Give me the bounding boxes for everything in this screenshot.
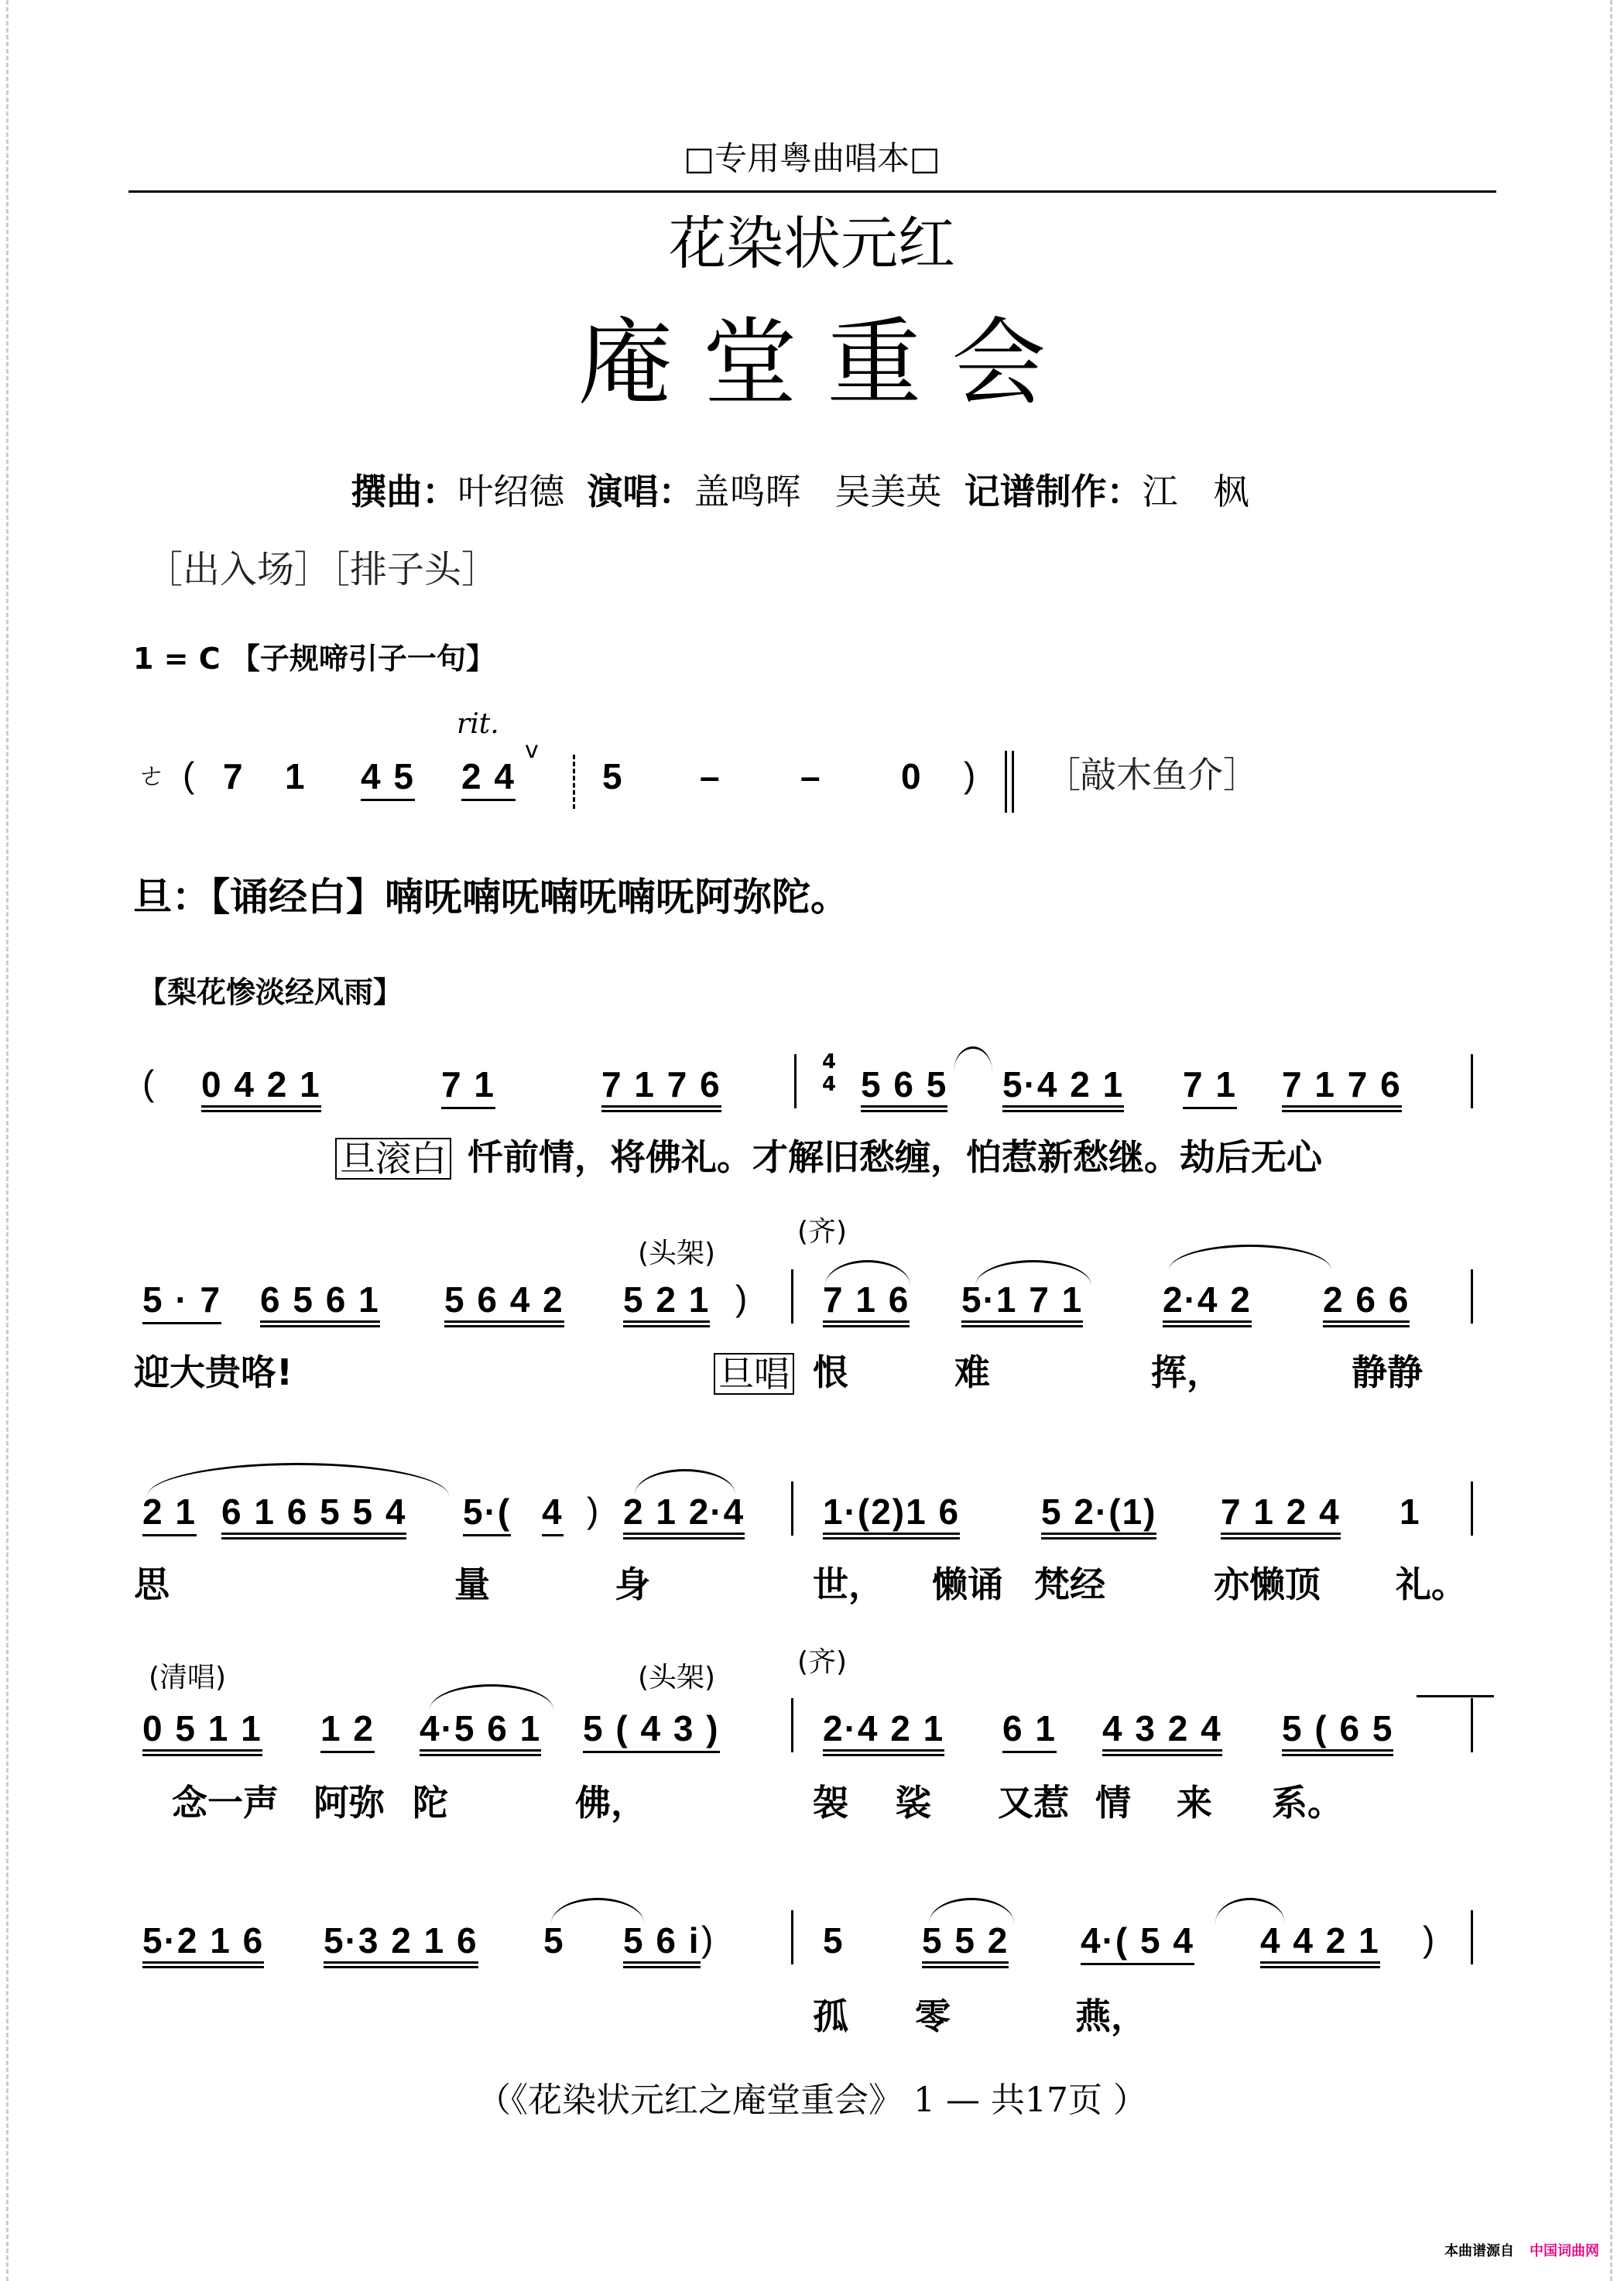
rest: 0 xyxy=(901,756,923,796)
time-top: 4 xyxy=(822,1050,837,1074)
note-group: 5·4 2 1 xyxy=(1002,1067,1124,1112)
note-group: 5 2·(1) xyxy=(1041,1494,1156,1540)
slur xyxy=(825,1260,910,1286)
source-label: 本曲谱源自 xyxy=(1444,2243,1514,2259)
singers-label: 演唱： xyxy=(587,471,694,512)
note-group: 2 4 xyxy=(461,759,516,801)
lyric: 零 xyxy=(915,1995,951,2037)
note-group: 7 1 xyxy=(441,1067,495,1109)
note: 4 xyxy=(542,1494,564,1536)
note-group: 5 6 i xyxy=(623,1923,701,1968)
slur xyxy=(1169,1245,1331,1270)
note-group: 2 1 2·4 xyxy=(623,1494,745,1540)
note-group: 4·( 5 4 xyxy=(1081,1923,1194,1965)
dashed-barline xyxy=(573,755,575,809)
note-group: 5 ( 6 5 xyxy=(1282,1711,1393,1756)
note-group: 0 5 1 1 xyxy=(142,1711,262,1756)
dash: – xyxy=(700,756,721,796)
lyric: 情 xyxy=(1095,1782,1131,1824)
lyric: 燕， xyxy=(1075,1995,1146,2037)
note-group: 0 4 2 1 xyxy=(201,1067,321,1112)
credits xyxy=(328,438,1249,512)
composer: 叶绍德 xyxy=(457,471,565,512)
annotation: (头架) xyxy=(638,1662,716,1694)
annotation: (清唱) xyxy=(149,1662,227,1694)
dash: – xyxy=(800,756,822,796)
barline xyxy=(1471,1481,1473,1536)
note-group: 2 1 xyxy=(142,1494,197,1536)
note-group: 5·2 1 6 xyxy=(142,1923,264,1968)
lyric: 袈 xyxy=(813,1782,848,1824)
lyric: 难 xyxy=(954,1351,990,1393)
slur xyxy=(954,1046,992,1072)
annotation: (头架) xyxy=(638,1238,716,1269)
open-paren: ( xyxy=(183,755,197,795)
lyric: 忏前情，将佛礼。才解旧愁缠，怕惹新愁继。劫后无心 xyxy=(468,1136,1322,1178)
note-group: 6 1 6 5 5 4 xyxy=(221,1494,406,1540)
lyric: 梵经 xyxy=(1034,1563,1105,1605)
barline xyxy=(1471,1054,1473,1108)
lyric: 思 xyxy=(134,1563,170,1605)
close-paren: ) xyxy=(1423,1919,1437,1959)
note-group: 2·4 2 xyxy=(1163,1282,1252,1327)
note-group: 1·(2)1 6 xyxy=(823,1494,960,1540)
note-group: 5·1 7 1 xyxy=(961,1282,1083,1327)
close-paren: ) xyxy=(964,755,978,795)
lyric: 陀 xyxy=(413,1782,448,1824)
note-group: 4·5 6 1 xyxy=(420,1711,541,1756)
barline xyxy=(791,1910,793,1964)
singer-1: 盖鸣晖 xyxy=(694,471,801,512)
notation-label: 记谱制作： xyxy=(964,471,1143,512)
barline xyxy=(791,1269,793,1324)
breath-mark: v xyxy=(525,737,539,764)
note-group: 1 2 xyxy=(320,1711,375,1753)
composer-label: 撰曲： xyxy=(351,471,458,512)
lyric: 系。 xyxy=(1272,1782,1343,1824)
time-bottom: 4 xyxy=(822,1072,837,1096)
free-meter-mark: ㄜ xyxy=(138,760,166,792)
singer-2: 吴美英 xyxy=(834,471,942,512)
close-paren: ) xyxy=(587,1490,601,1530)
lyric: 静静 xyxy=(1352,1351,1423,1393)
key-signature: 1 = C 【子规啼引子一句】 xyxy=(133,642,495,676)
barline xyxy=(1471,1910,1473,1964)
lyric: 量 xyxy=(454,1563,490,1605)
spoken-line: 旦：【诵经白】喃呒喃呒喃呒喃呒阿弥陀。 xyxy=(133,875,849,920)
role-label: 旦唱 xyxy=(714,1353,794,1395)
page-footer: （《花染状元红之庵堂重会》 1 — 共17页 ） xyxy=(477,2081,1147,2120)
note-group: 7 1 6 xyxy=(823,1282,910,1327)
lyric: 身 xyxy=(615,1563,650,1605)
lyric: 又惹 xyxy=(998,1782,1069,1824)
lyric: 佛， xyxy=(575,1782,646,1824)
lyric: 阿弥 xyxy=(313,1782,385,1824)
note: 1 xyxy=(1400,1492,1421,1532)
lyric: 迎大贵咯! xyxy=(134,1351,293,1393)
note-group: 5 ( 4 3 ) xyxy=(583,1711,720,1753)
lyric: 世， xyxy=(813,1563,884,1605)
subtitle: 花染状元红 xyxy=(669,211,955,277)
role-label: 旦滚白 xyxy=(335,1138,451,1180)
note-group: 5 6 4 2 xyxy=(444,1282,564,1327)
lyric: 挥， xyxy=(1151,1351,1222,1393)
section-label-2: 【梨花惨淡经风雨】 xyxy=(138,975,403,1009)
page-title: 庵 堂 重 会 xyxy=(577,308,1047,418)
annotation: (齐) xyxy=(797,1216,848,1248)
open-paren: ( xyxy=(142,1063,156,1103)
note-group: 6 5 6 1 xyxy=(260,1282,380,1327)
barline xyxy=(1471,1269,1473,1324)
note-group: 5·3 2 1 6 xyxy=(324,1923,478,1968)
annotation: (齐) xyxy=(797,1646,848,1678)
note-group: 5 · 7 xyxy=(142,1282,221,1324)
ritardando-mark: rit. xyxy=(457,708,499,740)
note: 5 xyxy=(543,1920,565,1961)
lyric: 念一声 xyxy=(172,1782,279,1824)
lyric: 来 xyxy=(1177,1782,1212,1824)
notation-author: 江 枫 xyxy=(1142,471,1249,512)
lyric: 裟 xyxy=(896,1782,931,1824)
slur xyxy=(430,1684,553,1710)
note-group: 2 6 6 xyxy=(1323,1282,1410,1327)
lyric: 懒诵 xyxy=(932,1563,1003,1605)
note-group: 7 1 7 6 xyxy=(1282,1067,1402,1112)
lyric: 恨 xyxy=(813,1351,848,1393)
note-group: 4 4 2 1 xyxy=(1260,1923,1380,1968)
close-paren: ) xyxy=(735,1278,749,1318)
note-group: 7 1 2 4 xyxy=(1221,1494,1341,1540)
lyric: 礼。 xyxy=(1396,1563,1467,1605)
note-group: 5 2 1 xyxy=(623,1282,710,1327)
note: 1 xyxy=(285,756,307,796)
note-group: 6 1 xyxy=(1002,1711,1057,1753)
barline xyxy=(1471,1698,1473,1752)
time-signature xyxy=(822,1051,836,1095)
section-label-1: ［出入场］［排子头］ xyxy=(146,548,499,591)
note: 5 xyxy=(823,1920,845,1961)
note-group: 5·( xyxy=(463,1494,511,1536)
note-group: 2·4 2 1 xyxy=(823,1711,944,1756)
note-group: 7 1 xyxy=(1183,1067,1237,1109)
barline xyxy=(794,1054,797,1108)
barline xyxy=(791,1481,793,1536)
note-group: 4 5 xyxy=(361,759,415,801)
barline xyxy=(791,1698,793,1752)
note: 7 xyxy=(223,756,245,796)
note-group: 4 3 2 4 xyxy=(1102,1711,1222,1756)
lyric: 亦懒顶 xyxy=(1214,1563,1321,1605)
source-site-link[interactable]: 中国词曲网 xyxy=(1530,2243,1599,2259)
note: 5 xyxy=(602,756,624,796)
lyric: 孤 xyxy=(813,1995,848,2037)
series-label: □专用粤曲唱本□ xyxy=(684,139,940,177)
tie-line xyxy=(1417,1695,1494,1697)
cue-label: ［敲木鱼介］ xyxy=(1045,754,1259,796)
slur xyxy=(975,1260,1091,1286)
note-group: 5 5 2 xyxy=(922,1923,1009,1968)
note-group: 7 1 7 6 xyxy=(601,1067,721,1112)
double-barline xyxy=(1005,751,1014,813)
close-paren: ) xyxy=(701,1919,715,1959)
header-rule xyxy=(128,190,1496,193)
note-group: 5 6 5 xyxy=(861,1067,947,1112)
